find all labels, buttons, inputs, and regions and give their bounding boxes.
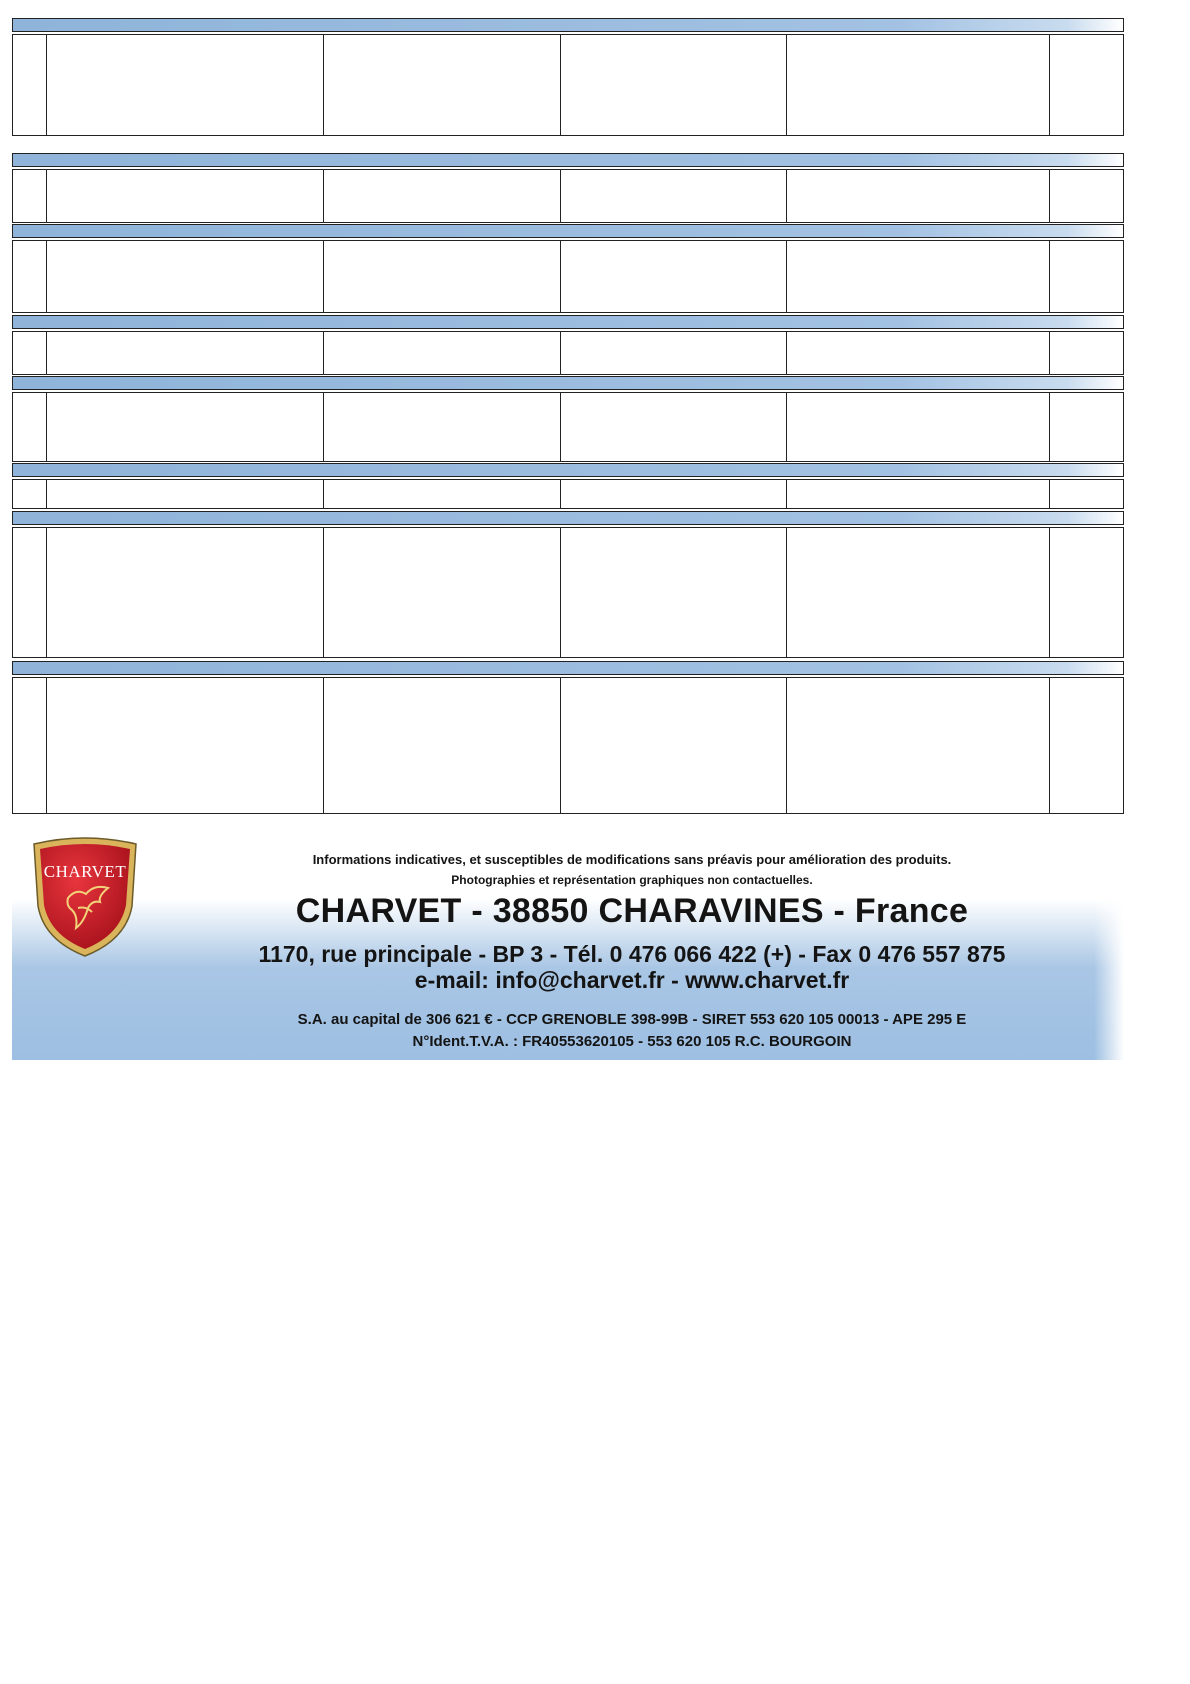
table-cell [324,240,561,313]
table-cell [324,331,561,375]
company-contact: e-mail: info@charvet.fr - www.charvet.fr [414,967,850,993]
table-row [12,240,1124,313]
table-cell [324,34,561,136]
logo-text: CHARVET [43,862,127,881]
table-cell [12,240,47,313]
table-cell [47,34,324,136]
table-cell [561,677,787,814]
table-cell [47,240,324,313]
table-cell [12,34,47,136]
table-row [12,331,1124,375]
section-header-band [12,224,1124,238]
table-cell [787,34,1050,136]
table-cell [12,677,47,814]
table-cell [47,527,324,658]
table-cell [324,479,561,509]
table-cell [324,392,561,462]
table-cell [561,240,787,313]
table-cell [561,479,787,509]
table-cell [1050,240,1124,313]
table-cell [787,331,1050,375]
table-row [12,169,1124,223]
company-footer [12,830,1124,1060]
table-cell [1050,479,1124,509]
section-header-band [12,511,1124,525]
table-cell [561,527,787,658]
table-cell [47,331,324,375]
table-row [12,677,1124,814]
charvet-logo [28,836,142,960]
table-cell [1050,677,1124,814]
table-cell [1050,527,1124,658]
table-cell [47,479,324,509]
company-address: 1170, rue principale - BP 3 - Tél. 0 476 066 422 (+) - Fax 0 476 557 875 [258,941,1006,967]
table-cell [324,527,561,658]
table-cell [1050,331,1124,375]
table-row [12,479,1124,509]
disclaimer-line: Informations indicatives, et susceptibles de modifications sans préavis pour amélioration des produits. [312,852,952,867]
table-cell [12,479,47,509]
table-cell [1050,392,1124,462]
table-cell [47,169,324,223]
table-cell [47,677,324,814]
section-header-band [12,463,1124,477]
section-header-band [12,376,1124,390]
table-cell [787,479,1050,509]
table-cell [324,677,561,814]
table-cell [787,392,1050,462]
table-cell [787,240,1050,313]
table-cell [561,331,787,375]
table-cell [47,392,324,462]
table-row [12,34,1124,136]
section-header-band [12,18,1124,32]
table-cell [561,169,787,223]
table-row [12,527,1124,658]
table-cell [787,527,1050,658]
legal-info: N°Ident.T.V.A. : FR40553620105 - 553 620 105 R.C. BOURGOIN [412,1033,852,1050]
table-row [12,392,1124,462]
table-cell [1050,34,1124,136]
product-table [0,0,1190,830]
table-cell [561,392,787,462]
table-cell [12,527,47,658]
disclaimer-line: Photographies et représentation graphiques non contactuelles. [451,873,813,887]
table-cell [1050,169,1124,223]
table-cell [12,331,47,375]
table-cell [324,169,561,223]
table-cell [787,677,1050,814]
table-cell [787,169,1050,223]
section-header-band [12,661,1124,675]
section-header-band [12,153,1124,167]
table-cell [12,392,47,462]
table-cell [561,34,787,136]
legal-info: S.A. au capital de 306 621 € - CCP GRENOBLE 398-99B - SIRET 553 620 105 00013 - APE 295 E [297,1011,967,1028]
company-name: CHARVET - 38850 CHARAVINES - France [295,892,969,930]
shield-icon [28,836,142,960]
table-cell [12,169,47,223]
section-header-band [12,315,1124,329]
